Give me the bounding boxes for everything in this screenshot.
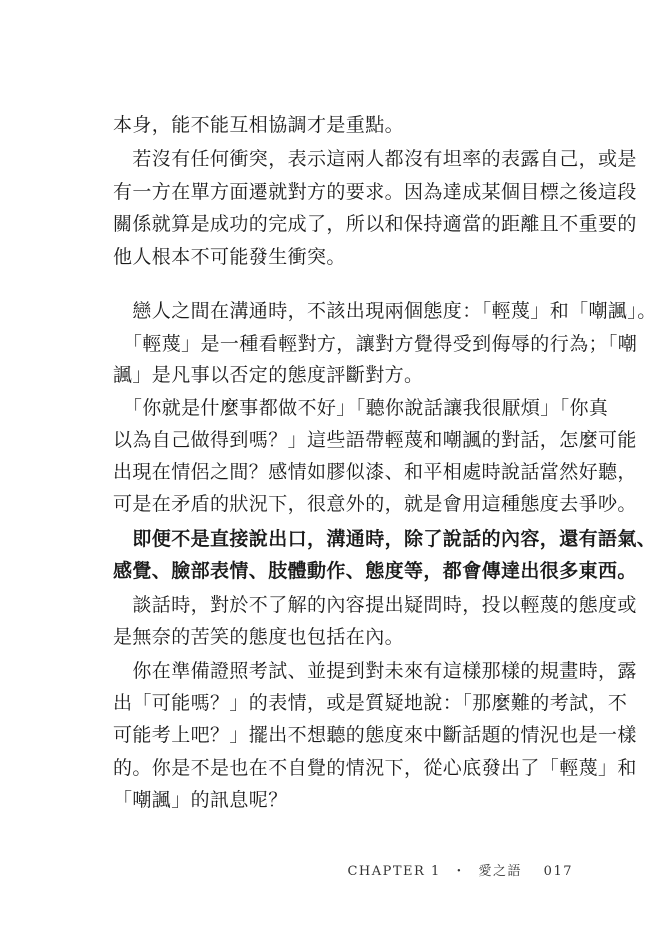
- footer-chapter: CHAPTER 1: [347, 864, 441, 879]
- paragraph-5-line-1: 「你就是什麼事都做不好」「聽你說話讓我很厭煩」「你真: [113, 397, 609, 419]
- footer-section-title: 愛之語: [478, 864, 523, 879]
- paragraph-8-line-3: 可能考上吧？」擺出不想聽的態度來中斷話題的情況也是一樣: [113, 724, 637, 746]
- footer-separator: ・: [452, 864, 467, 879]
- paragraph-7-line-2: 是無奈的苦笑的態度也包括在內。: [113, 626, 405, 648]
- paragraph-8-line-4: 的。你是不是也在不自覺的情況下，從心底發出了「輕蔑」和: [113, 757, 637, 779]
- paragraph-2-line-4: 他人根本不可能發生衝突。: [113, 246, 346, 268]
- paragraph-4-line-1: 「輕蔑」是一種看輕對方，讓對方覺得受到侮辱的行為；「嘲: [113, 333, 638, 355]
- paragraph-3-line-1: 戀人之間在溝通時，不該出現兩個態度：「輕蔑」和「嘲諷」。: [113, 300, 657, 322]
- paragraph-2-line-1: 若沒有任何衝突，表示這兩人都沒有坦率的表露自己，或是: [113, 148, 637, 170]
- paragraph-8-line-1: 你在準備證照考試、並提到對未來有這樣那樣的規畫時，露: [113, 660, 637, 682]
- paragraph-5-line-3: 出現在情侶之間？感情如膠似漆、和平相處時說話當然好聽，: [113, 461, 637, 483]
- paragraph-8-line-5: 「嘲諷」的訊息呢？: [113, 789, 288, 811]
- paragraph-5-line-2: 以為自己做得到嗎？」這些語帶輕蔑和嘲諷的對話，怎麼可能: [113, 429, 637, 451]
- paragraph-4-line-2: 諷」是凡事以否定的態度評斷對方。: [113, 364, 424, 386]
- paragraph-6-line-1: 即便不是直接說出口，溝通時，除了說話的內容，還有語氣、: [113, 528, 657, 550]
- paragraph-1-line-1: 本身，能不能互相協調才是重點。: [113, 114, 405, 136]
- page-number: 017: [543, 864, 573, 879]
- paragraph-8-line-2: 出「可能嗎？」的表情，或是質疑地說：「那麼難的考試，不: [113, 692, 628, 714]
- running-footer: [347, 860, 573, 879]
- paragraph-7-line-1: 談話時，對於不了解的內容提出疑問時，投以輕蔑的態度或: [113, 594, 637, 616]
- paragraph-2-line-2: 有一方在單方面遷就對方的要求。因為達成某個目標之後這段: [113, 181, 637, 203]
- paragraph-5-line-4: 可是在矛盾的狀況下，很意外的，就是會用這種態度去爭吵。: [113, 493, 637, 515]
- paragraph-6-line-2: 感覺、臉部表情、肢體動作、態度等，都會傳達出很多東西。: [113, 560, 637, 582]
- paragraph-2-line-3: 關係就算是成功的完成了，所以和保持適當的距離且不重要的: [113, 213, 637, 235]
